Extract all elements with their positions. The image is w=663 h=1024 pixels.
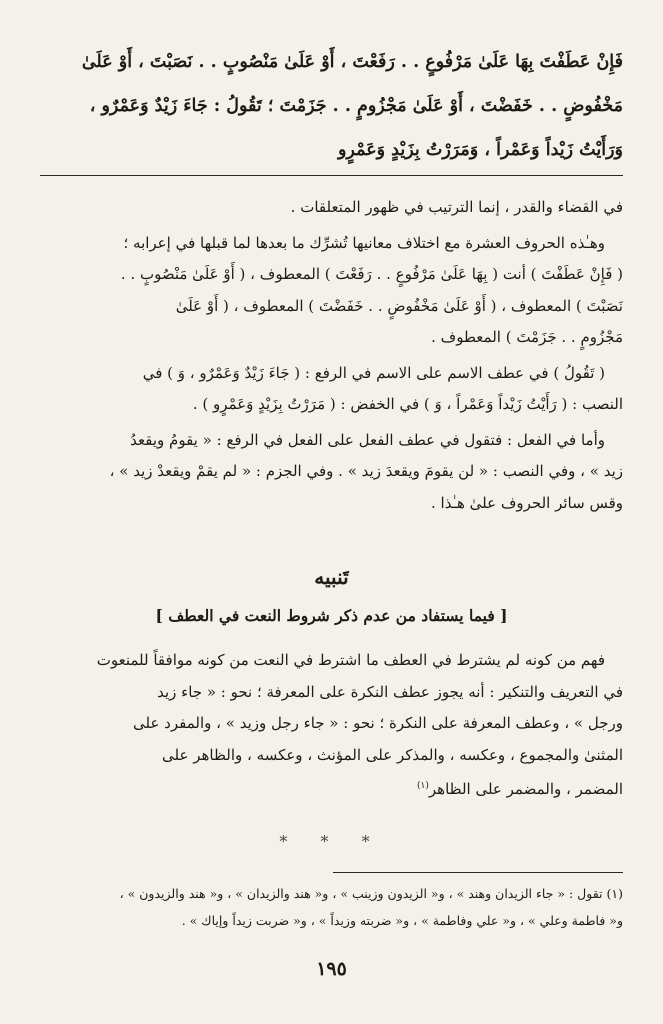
footnote-divider — [333, 872, 623, 873]
poem-line: فَإِنْ عَطَفْتَ بِهَا عَلَىٰ مَرْفُوعٍ . . رَفَعْتَ ، أَوْ عَلَىٰ مَنْصُوبٍ . . نَصَبْتَ ، أَوْ عَلَىٰ — [81, 52, 623, 72]
text-line: وقس سائر الحروف علىٰ هـٰذا . — [431, 493, 623, 512]
last-line-text: المضمر ، والمضمر على الظاهر — [428, 780, 623, 798]
footnote-line: (١) تقول : « جاء الزيدان وهند » ، و« الزيدون وزينب » ، و« هند والزيدان » ، و« هند والزيدون » ، — [119, 886, 623, 901]
text-line: في القضاء والقدر ، إنما الترتيب في ظهور المتعلقات . — [290, 198, 623, 216]
top-divider — [40, 175, 623, 176]
section-text — [44, 645, 623, 806]
text-line: زيد » ، وفي النصب : « لن يقومَ ويقعدَ زيد » . وفي الجزم : « لم يقمْ ويقعدْ زيد » ، — [109, 462, 623, 480]
text-line: ( فَإِنْ عَطَفْتَ ) أنت ( بِهَا عَلَىٰ مَرْفُوعٍ . . رَفَعْتَ ) المعطوف ، ( أَوْ عَلَىٰ مَنْصُوبٍ . . — [120, 265, 623, 283]
text-line: النصب : ( رَأَيْتُ زَيْداً وَعَمْراً ، وَ ) في الخفض : ( مَرَرْتُ بِزَيْدٍ وَعَمْرٍو ) . — [192, 395, 623, 413]
poem-line: وَرَأَيْتُ زَيْداً وَعَمْراً ، وَمَرَرْتُ بِزَيْدٍ وَعَمْرٍو — [337, 140, 623, 160]
text-line — [44, 771, 623, 806]
text-line: المثنىٰ والمجموع ، وعكسه ، والمذكر على المؤنث ، وعكسه ، والظاهر على — [162, 745, 623, 764]
footnote — [44, 880, 623, 934]
commentary-paragraph — [44, 228, 623, 354]
commentary-paragraph — [44, 425, 623, 520]
text-line: وأما في الفعل : فتقول في عطف الفعل على الفعل في الرفع : « يقومُ ويقعدُ — [130, 430, 605, 449]
poem-line: مَخْفُوضٍ . . خَفَضْتَ ، أَوْ عَلَىٰ مَجْزُومٍ . . جَزَمْتَ ؛ تَقُولُ : جَاءَ زَيْدٌ وَعَمْرٌو ، — [89, 96, 623, 116]
footnote-reference: (١) — [417, 781, 429, 791]
footnote-line: و« فاطمة وعلي » ، و« علي وفاطمة » ، و« ضربته وزيداً » ، و« ضربت زيداً وإياك » . — [181, 913, 623, 928]
text-line: مَجْزُومٍ . . جَزَمْتَ ) المعطوف . — [431, 328, 623, 346]
text-line: ( تَقُولُ ) في عطف الاسم على الاسم في الرفع : ( جَاءَ زَيْدٌ وَعَمْرٌو ، وَ ) في — [142, 363, 605, 382]
section-subtitle: [ فيما يستفاد من عدم ذكر شروط النعت في العطف ] — [155, 606, 508, 625]
text-line: فهم من كونه لم يشترط في العطف ما اشترط في النعت من كونه موافقاً للمنعوت — [96, 651, 605, 669]
page-number: ١٩٥ — [316, 958, 347, 980]
text-line: في التعريف والتنكير : أنه يجوز عطف النكرة على المعرفة ؛ نحو : « جاء زيد — [157, 682, 623, 701]
separator-stars: * * * — [279, 832, 384, 851]
commentary-paragraph — [44, 192, 623, 224]
text-line: ورجل » ، وعطف المعرفة على النكرة ؛ نحو : « جاء رجل وزيد » ، والمفرد على — [132, 714, 623, 732]
text-line: نَصَبْتَ ) المعطوف ، ( أَوْ عَلَىٰ مَخْفُوضٍ . . خَفَضْتَ ) المعطوف ، ( أَوْ عَلَىٰ — [175, 296, 623, 315]
commentary-text — [44, 192, 623, 523]
commentary-paragraph — [44, 358, 623, 421]
text-line: وهـٰذه الحروف العشرة مع اختلاف معانيها تُشرِّك ما بعدها لما قبلها في إعرابه ؛ — [123, 233, 605, 252]
poem-text — [44, 40, 623, 172]
section-title: تَنبيه — [314, 565, 349, 589]
